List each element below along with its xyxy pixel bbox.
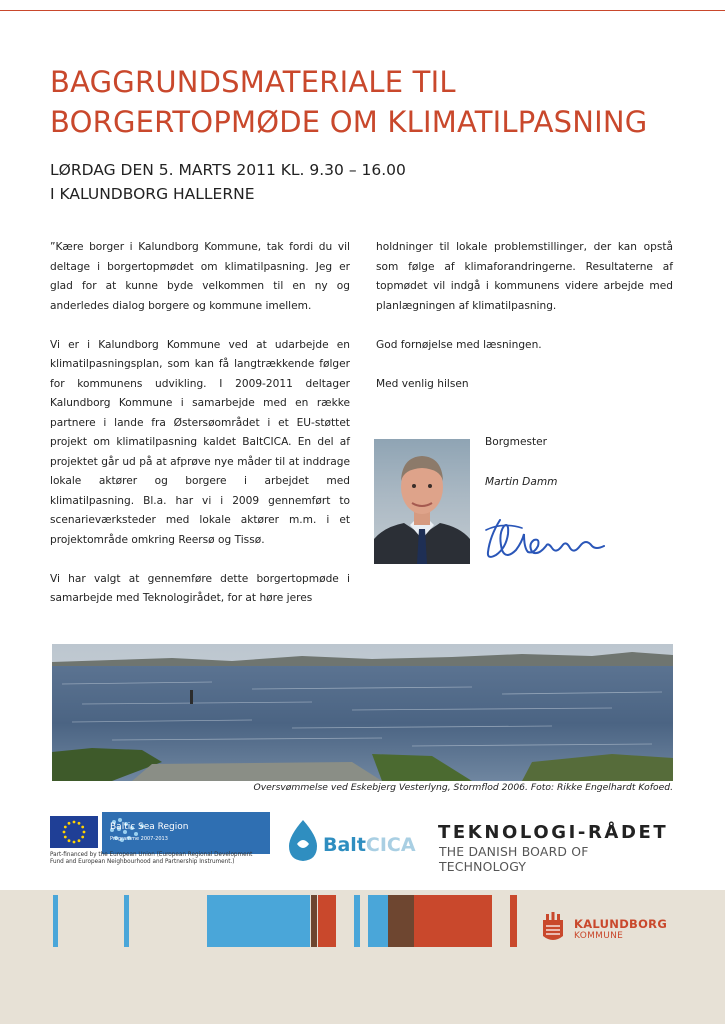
- top-rule: [0, 10, 725, 11]
- footer-stripe: [53, 895, 58, 947]
- event-venue: I KALUNDBORG HALLERNE: [50, 185, 255, 203]
- footer-stripe: [207, 895, 310, 947]
- municipality-label: KOMMUNE: [574, 931, 624, 941]
- bsr-program-name: Baltic Sea Region: [110, 822, 189, 832]
- footer-stripe: [124, 895, 129, 947]
- handwritten-signature: [482, 508, 606, 564]
- footer-stripe: [414, 895, 492, 947]
- bsr-program-period: Programme 2007-2013: [110, 836, 168, 842]
- eu-financing-line: Fund and European Neighbourhood and Partnership Instrument.): [50, 859, 235, 865]
- eu-financing-text: [50, 852, 270, 866]
- footer-stripe: [311, 895, 317, 947]
- baltcica-name-part1: Balt: [323, 834, 366, 856]
- teknologiraadet-name: TEKNOLOGI-RÅDET: [438, 822, 669, 843]
- municipality-name: KALUNDBORG: [574, 917, 668, 931]
- letter-paragraph: holdninger til lokale problemstillinger, der kan opstå som følge af klimaforandringerne. Resultaterne af topmødet vil indgå i kommunens videre arbejde med planlægningen af klimatilpasning.: [376, 241, 673, 312]
- letter-greeting: God fornøjelse med læsningen.: [376, 338, 542, 351]
- event-details: [50, 158, 650, 206]
- eu-baltic-sea-region-logo: [50, 812, 270, 870]
- flood-photo: [52, 644, 673, 781]
- eu-flag-icon: [50, 816, 98, 848]
- event-date: LØRDAG DEN 5. MARTS 2011 KL. 9.30 – 16.00: [50, 161, 406, 179]
- photo-caption: Oversvømmelse ved Eskebjerg Vesterlyng, Stormflod 2006. Foto: Rikke Engelhardt Kofoed.: [253, 782, 673, 793]
- letter-paragraph: Vi har valgt at gennemføre dette borgertopmøde i samarbejde med Teknologirådet, for at høre jeres: [50, 572, 350, 604]
- footer-stripe: [318, 895, 336, 947]
- letter-closing: Med venlig hilsen: [376, 377, 469, 390]
- baltcica-drop-icon: [283, 818, 323, 864]
- title-line-2: BORGERTOPMØDE OM KLIMATILPASNING: [50, 105, 648, 139]
- signature-role: Borgmester: [485, 436, 548, 448]
- letter-right-column: [376, 238, 673, 414]
- footer-stripe: [388, 895, 414, 947]
- teknologiraadet-subtitle: THE DANISH BOARD OF TECHNOLOGY: [439, 844, 589, 874]
- letter-paragraph: Vi er i Kalundborg Kommune ved at udarbejde en klimatilpasningsplan, som kan få langtrækkende følger for kommunens udvikling. I 2009-2011 deltager Kalundborg Kommune i samarbejde med en række partnere i lande fra Østersøområdet i et EU-støttet projekt om klimatilpasning kaldet BaltCICA. En del af projektet går ud på at afprøve nye måder til at inddrage lokale aktører og borgere i arbejdet med klimatilpasning. Bl.a. har vi i 2009 gennemført to scenarieværksteder med lokale aktører m.m. i et projektområde omkring Reersø og Tissø.: [50, 338, 350, 546]
- baltcica-logo: [283, 818, 416, 868]
- footer-stripe: [368, 895, 388, 947]
- baltic-sea-region-icon: [102, 812, 270, 854]
- footer-stripe: [354, 895, 360, 947]
- signature-name: Martin Damm: [485, 476, 558, 488]
- mayor-portrait: [374, 439, 470, 564]
- title-line-1: BAGGRUNDSMATERIALE TIL: [50, 65, 456, 99]
- kalundborg-crest-icon: [541, 910, 565, 944]
- eu-financing-line: Part-financed by the European Union (European Regional Development: [50, 852, 253, 858]
- letter-left-column: [50, 238, 350, 628]
- document-title: [50, 62, 700, 142]
- teknologiraadet-logo: [438, 822, 678, 874]
- footer-stripe: [510, 895, 517, 947]
- letter-paragraph: ”Kære borger i Kalundborg Kommune, tak fordi du vil deltage i borgertopmødet om klimatilpasning. Jeg er glad for at kunne byde velkommen til en ny og anderledes dialog borgere og kommune imellem.: [50, 241, 350, 312]
- baltcica-name-part2: CICA: [365, 834, 416, 856]
- footer-band: [0, 890, 725, 1024]
